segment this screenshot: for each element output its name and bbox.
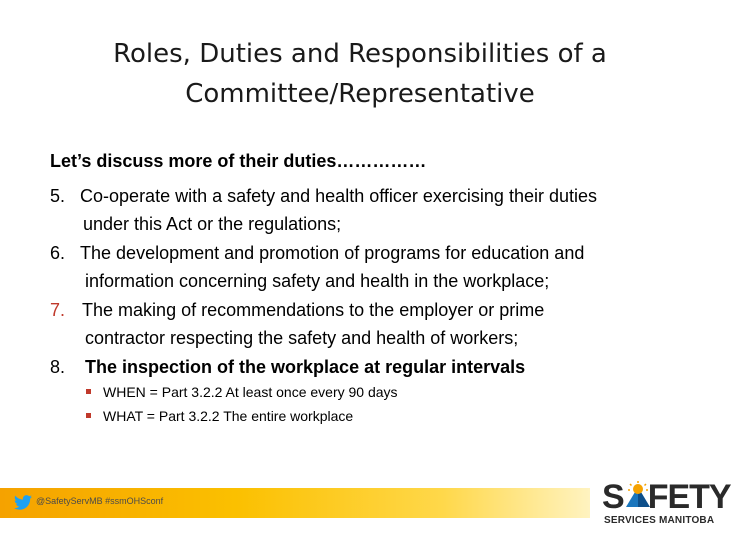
- list-item-7: [50, 300, 544, 321]
- list-item-7-continued: contractor respecting the safety and health of workers;: [85, 328, 519, 348]
- intro-line: Let’s discuss more of their duties……………: [50, 151, 427, 171]
- item-number: 5.: [50, 186, 66, 206]
- sun-logo-icon: [625, 481, 651, 509]
- item-text: The inspection of the workplace at regular intervals: [85, 357, 526, 377]
- bullet-item: [86, 384, 398, 400]
- square-bullet-icon: [86, 389, 91, 394]
- slide-title-line-1: Roles, Duties and Responsibilities of a: [113, 39, 607, 69]
- list-item-5: [50, 186, 597, 207]
- logo-word: [602, 478, 731, 517]
- bullet-text: WHEN = Part 3.2.2 At least once every 90 days: [103, 384, 398, 400]
- bullet-item: [86, 408, 353, 424]
- safety-services-manitoba-logo: [592, 478, 731, 530]
- twitter-icon[interactable]: [14, 495, 32, 510]
- list-item-6-continued: information concerning safety and health in the workplace;: [85, 271, 550, 291]
- logo-subtitle: SERVICES MANITOBA: [604, 515, 715, 526]
- logo-letters-fety: FETY: [647, 478, 731, 516]
- list-item-8: [50, 357, 525, 378]
- square-bullet-icon: [86, 413, 91, 418]
- social-handle[interactable]: @SafetyServMB #ssmOHSconf: [36, 496, 164, 506]
- item-number: 6.: [50, 243, 66, 263]
- slide-title: [60, 34, 660, 114]
- item-number: 7.: [50, 300, 66, 320]
- item-text: The development and promotion of programs for education and: [80, 243, 585, 263]
- list-item-6: [50, 243, 584, 264]
- footer-bar: [0, 488, 590, 518]
- list-item-5-continued: under this Act or the regulations;: [83, 214, 342, 234]
- bullet-text: WHAT = Part 3.2.2 The entire workplace: [103, 408, 354, 424]
- slide-title-line-2: Committee/Representative: [185, 79, 535, 109]
- item-number: 8.: [50, 357, 66, 377]
- item-text: The making of recommendations to the employer or prime: [82, 300, 545, 320]
- item-text: Co-operate with a safety and health officer exercising their duties: [80, 186, 597, 206]
- logo-letter-s: S: [602, 478, 624, 516]
